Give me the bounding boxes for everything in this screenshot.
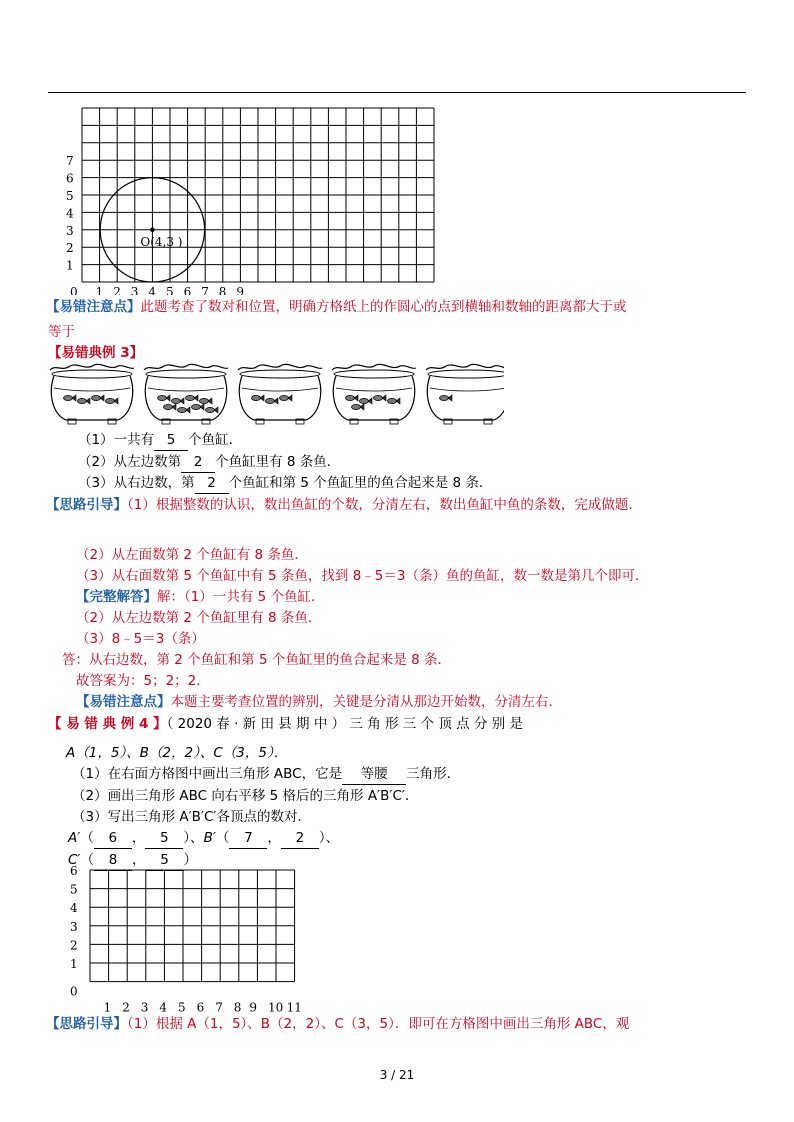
ex3-q3-answer: 2 [195,473,229,494]
x-tick-label: 3 [130,285,139,295]
grid-lines [82,108,434,282]
note1-tag: 【易错注意点】 [46,299,141,315]
note3: 【易错注意点】本题主要考查位置的辨别，关键是分清从那边开始数，分清左右． [76,694,562,710]
x-tick-label: 5 [166,285,174,295]
y-tick-label: 5 [66,189,74,203]
y-tick-label: 2 [66,241,74,256]
sol3-line5: 故答案为：5；2；2． [76,673,210,689]
y-tick-label: 6 [70,864,78,878]
fish-icon [164,404,173,409]
fish-icon [280,395,289,400]
grid-lines [90,870,295,982]
fish-icon [64,395,73,400]
x-tick-label: 3 [140,1000,149,1012]
y-tick-label: 3 [70,919,78,934]
y-tick-label: 4 [66,206,74,221]
y-tick-label: 6 [66,171,74,186]
note3-tag: 【易错注意点】 [76,694,171,710]
hint3-line3: （3）从右面数第 5 个鱼缸中有 5 条鱼，找到 8﹣5＝3（条）鱼的鱼缸，数一数是第几个即可． [76,568,649,584]
ex4-q1: （1）在右面方格图中画出三角形 ABC，它是 等腰 三角形． [72,764,460,785]
note1 [46,297,756,317]
note1-text: 此题考查了数对和位置，明确方格纸上的作圆心的点到横轴和数轴的距离都大于或 [140,299,627,315]
fish-icon [388,398,397,403]
x-tick-label: 2 [122,1000,130,1012]
ex4-q1-answer: 等腰 [342,764,406,785]
x-tick-label: 11 [286,1000,302,1012]
x-tick-label: 9 [236,285,245,295]
x-axis-labels [70,285,244,295]
hint3: 【思路引导】（1）根据整数的认识，数出鱼缸的个数，分清左右，数出鱼缸中鱼的条数，完成做题． [46,497,642,513]
x-axis-labels [104,1001,302,1012]
ex4-answer-c: C′（ 8 ， 5 ） [68,850,197,871]
fish-icon [360,398,369,403]
hint4: 【思路引导】（1）根据 A（1，5）、B（2，2）、C（3，5）．即可在方格图中画出三角形 ABC，观 [46,1016,630,1032]
fish-icon [178,407,187,412]
y-tick-label: 3 [66,223,74,238]
fish-tank [50,364,134,424]
ex3-q1-answer: 5 [154,430,188,451]
fish-icon [440,395,449,400]
x-tick-label: 10 [268,1000,284,1012]
x-tick-label: 4 [148,285,157,295]
x-tick-label: 5 [178,1000,186,1012]
ex4-tag: 【 易 错 典 例 4 】 [48,716,167,732]
ex3-q3: （3）从右边数，第 2 个鱼缸和第 5 个鱼缸里的鱼合起来是 8 条． [78,473,492,494]
fish-icon [192,404,201,409]
x-tick-label: 7 [201,285,209,295]
fish-tank [144,364,228,424]
fish-icon [252,395,261,400]
hint4-tag: 【思路引导】 [46,1016,127,1032]
x-tick-label: 8 [233,1000,242,1012]
ex3-q1: （1）一共有 5 个鱼缸． [78,430,242,451]
sol3-line1: 【完整解答】解：（1）一共有 5 个鱼缸． [76,589,325,605]
sol3-line2: （2）从左边数第 2 个鱼缸里有 8 条鱼． [76,610,322,626]
fish-icon [172,398,181,403]
x-tick-label: 4 [159,1000,168,1012]
x-tick-label: 9 [249,1000,258,1012]
fish-tank [238,364,322,424]
ex3-q2: （2）从左边数第 2 个鱼缸里有 8 条鱼． [78,452,340,473]
circle-center-point [150,228,155,233]
ex4-head: 【 易 错 典 例 4 】（ 2020 春 · 新 田 县 期 中 ） 三 角 形 三 个 顶 点 分 别 是 [48,716,524,732]
x-tick-label: 6 [196,1000,205,1012]
circle-center-label: O(4,3 ) [140,234,183,249]
y-tick-label: 0 [70,984,78,999]
ex4-q2: （2）画出三角形 ABC 向右平移 5 格后的三角形 A′B′C′． [72,788,419,804]
fish-icon [186,395,195,400]
note1-text2: 等于 [48,324,75,340]
fish-icon [266,398,275,403]
y-tick-label: 7 [66,154,74,169]
ex4-q3: （3）写出三角形 A′B′C′各顶点的数对． [72,809,311,825]
x-tick-label: 1 [95,285,104,295]
ex4-coords: A（1，5）、B（2，2）、C（3，5）． [66,745,288,761]
y-tick-label: 5 [70,882,78,897]
y-tick-label: 4 [70,901,78,916]
x-tick-label: 2 [113,285,121,295]
sol3-tag: 【完整解答】 [76,589,157,605]
fish-icon [158,395,167,400]
x-tick-label: 1 [103,1000,112,1012]
y-tick-label: 2 [70,938,78,953]
x-tick-label: 0 [70,285,78,295]
x-tick-label: 6 [183,285,192,295]
fish-tanks-figure [44,362,504,430]
fish-icon [78,398,87,403]
y-tick-label: 1 [66,258,74,273]
ex3-q2-answer: 2 [181,452,215,473]
fish-icon [352,404,361,409]
triangle-grid-figure [60,862,320,1012]
ex3-tag: 【易错典例 3】 [48,345,144,361]
y-axis-labels [66,154,74,272]
x-tick-label: 7 [215,1000,223,1012]
fish-icon [346,395,355,400]
y-axis-labels [70,864,78,999]
fish-icon [374,395,383,400]
fish-tank [332,364,416,424]
sol3-line3: （3）8﹣5＝3（条） [76,631,205,647]
fish-icon [92,395,101,400]
circle-grid-figure [60,100,440,295]
hint3-line2: （2）从左面数第 2 个鱼缸有 8 条鱼． [76,547,308,563]
hint3-tag: 【思路引导】 [46,497,127,513]
fish-icon [200,398,209,403]
fish-icon [206,407,215,412]
fish-tank [426,364,504,424]
page-number: 3 / 21 [379,1068,415,1082]
sol3-line4: 答：从右边数，第 2 个鱼缸和第 5 个鱼缸里的鱼合起来是 8 条． [62,652,452,668]
ex4-answer-ab: A′（ 6 ， 5 ）、B′（ 7 ， 2 ）、 [68,828,339,849]
fish-icon [106,398,115,403]
header-rule [48,92,746,93]
y-tick-label: 1 [70,957,78,971]
x-tick-label: 8 [218,285,227,295]
